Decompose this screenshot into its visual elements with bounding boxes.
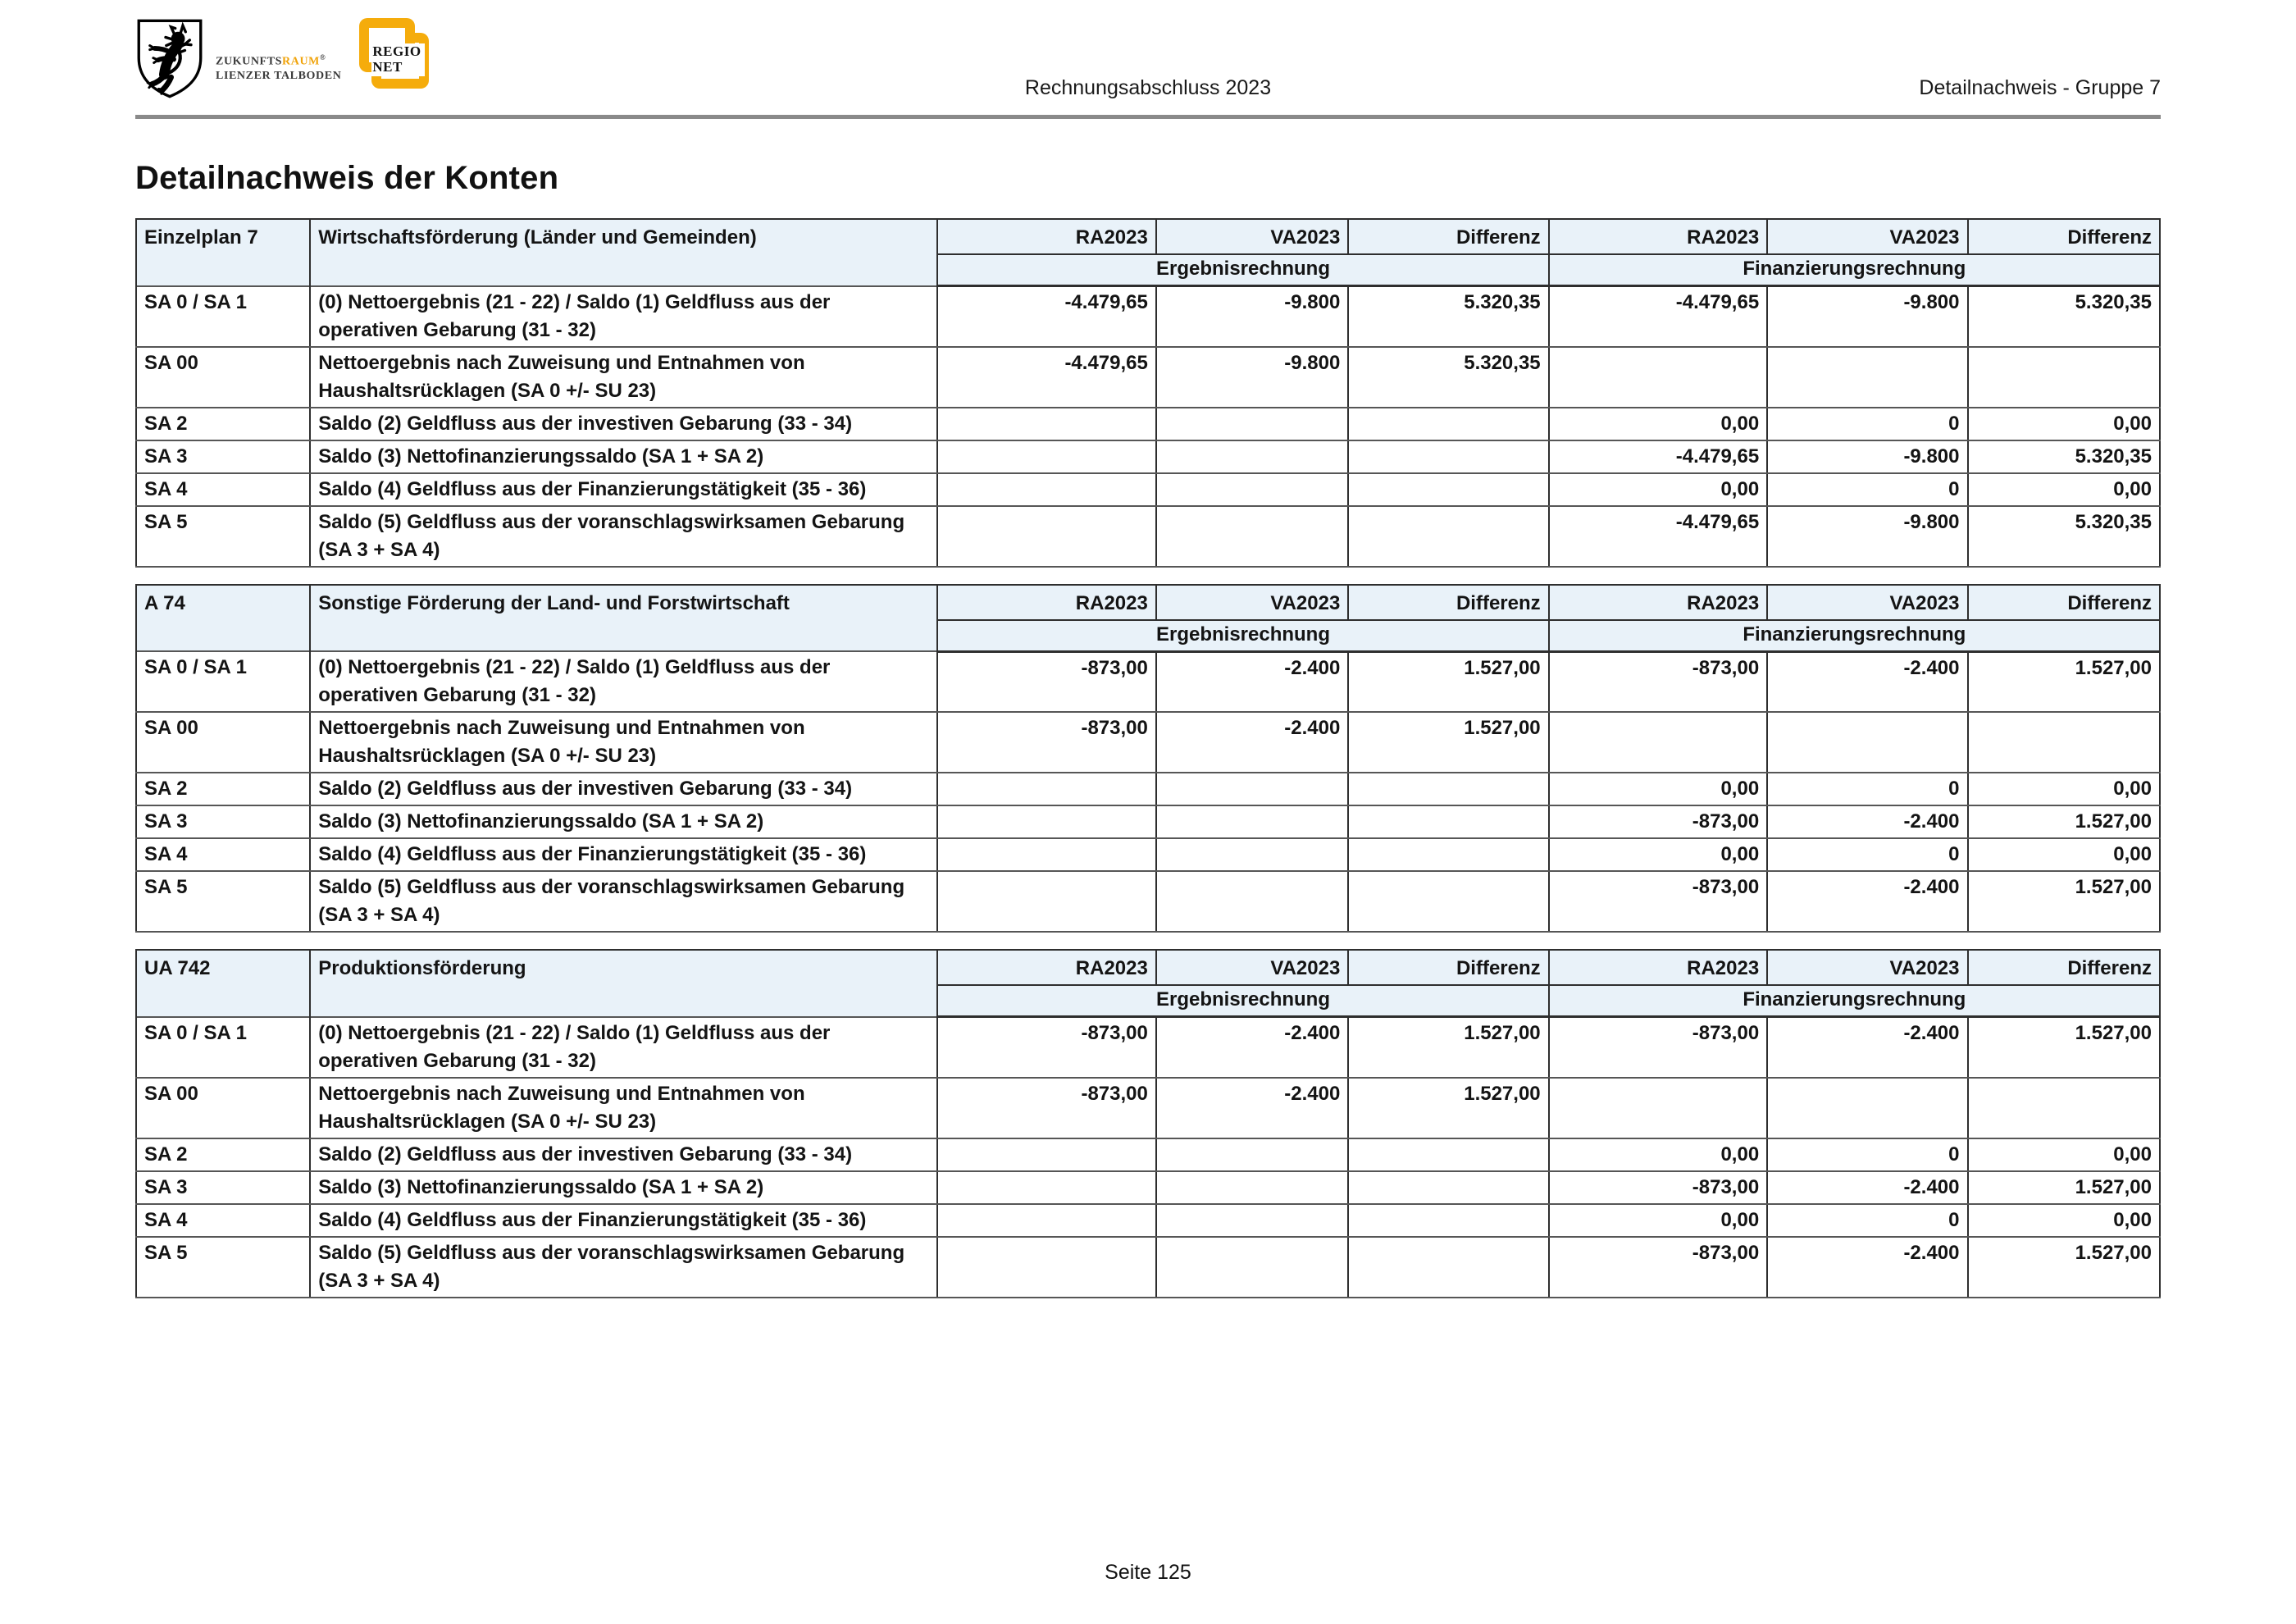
value-cell <box>1767 347 1967 408</box>
row-desc-cell: (0) Nettoergebnis (21 - 22) / Saldo (1) Geldfluss aus der operativen Gebarung (31 - 32) <box>310 651 937 712</box>
row-code-cell: SA 4 <box>136 473 310 506</box>
column-header-cell: Differenz <box>1348 219 1548 254</box>
value-cell: -873,00 <box>1549 1171 1768 1204</box>
table-row <box>136 1237 2160 1298</box>
row-code-cell: SA 3 <box>136 1171 310 1204</box>
column-header-cell: Differenz <box>1348 950 1548 985</box>
value-cell: 1.527,00 <box>1968 651 2161 712</box>
column-header-cell: Differenz <box>1348 585 1548 620</box>
value-cell <box>1156 440 1348 473</box>
value-cell <box>1968 347 2161 408</box>
value-cell <box>1156 1204 1348 1237</box>
value-cell: -2.400 <box>1156 1078 1348 1138</box>
table-header-row <box>136 950 2160 985</box>
value-cell <box>937 408 1156 440</box>
table-row <box>136 1138 2160 1171</box>
brand-line-2: LIENZER TALBODEN <box>216 69 342 82</box>
value-cell: 0,00 <box>1549 1204 1768 1237</box>
table-name-cell: Wirtschaftsförderung (Länder und Gemeinden) <box>310 219 937 286</box>
value-cell: 1.527,00 <box>1968 1171 2161 1204</box>
value-cell <box>937 1237 1156 1298</box>
value-cell: -2.400 <box>1156 712 1348 773</box>
value-cell <box>1348 838 1548 871</box>
table-row <box>136 473 2160 506</box>
value-cell: -873,00 <box>937 712 1156 773</box>
value-cell <box>937 1138 1156 1171</box>
value-cell: 1.527,00 <box>1968 1237 2161 1298</box>
value-cell: 5.320,35 <box>1968 440 2161 473</box>
value-cell: 0 <box>1767 1204 1967 1237</box>
coat-of-arms-lion-icon <box>135 18 204 99</box>
value-cell: -873,00 <box>937 1017 1156 1078</box>
value-cell: 0 <box>1767 408 1967 440</box>
column-header-cell: VA2023 <box>1156 950 1348 985</box>
value-cell <box>937 838 1156 871</box>
table-row <box>136 347 2160 408</box>
table-row <box>136 440 2160 473</box>
column-header-cell: RA2023 <box>937 219 1156 254</box>
row-desc-cell: Saldo (2) Geldfluss aus der investiven Gebarung (33 - 34) <box>310 408 937 440</box>
value-cell: 0 <box>1767 473 1967 506</box>
value-cell: -9.800 <box>1767 440 1967 473</box>
value-cell: 1.527,00 <box>1968 1017 2161 1078</box>
value-cell: -873,00 <box>937 1078 1156 1138</box>
table-row <box>136 506 2160 567</box>
value-cell <box>1156 871 1348 932</box>
value-cell: -4.479,65 <box>1549 506 1768 567</box>
row-code-cell: SA 2 <box>136 408 310 440</box>
value-cell: 1.527,00 <box>1348 1078 1548 1138</box>
table-row <box>136 408 2160 440</box>
value-cell: 0,00 <box>1549 1138 1768 1171</box>
row-code-cell: SA 0 / SA 1 <box>136 286 310 347</box>
row-desc-cell: Saldo (4) Geldfluss aus der Finanzierungstätigkeit (35 - 36) <box>310 1204 937 1237</box>
table-name-cell: Produktionsförderung <box>310 950 937 1017</box>
value-cell: -873,00 <box>1549 651 1768 712</box>
group-header-cell: Finanzierungsrechnung <box>1549 620 2160 652</box>
value-cell: -2.400 <box>1767 651 1967 712</box>
value-cell <box>1767 712 1967 773</box>
value-cell: -873,00 <box>1549 1237 1768 1298</box>
table-row <box>136 1204 2160 1237</box>
row-desc-cell: Saldo (2) Geldfluss aus der investiven Gebarung (33 - 34) <box>310 773 937 805</box>
value-cell <box>937 773 1156 805</box>
row-code-cell: SA 00 <box>136 1078 310 1138</box>
value-cell: -2.400 <box>1767 871 1967 932</box>
row-desc-cell: (0) Nettoergebnis (21 - 22) / Saldo (1) Geldfluss aus der operativen Gebarung (31 - 32) <box>310 286 937 347</box>
column-header-cell: RA2023 <box>937 585 1156 620</box>
regionet-line-1: REGIO <box>372 43 421 59</box>
value-cell <box>1156 773 1348 805</box>
value-cell: -4.479,65 <box>1549 440 1768 473</box>
value-cell: -2.400 <box>1767 1237 1967 1298</box>
value-cell: 5.320,35 <box>1968 506 2161 567</box>
column-header-cell: Differenz <box>1968 219 2161 254</box>
value-cell: -873,00 <box>1549 871 1768 932</box>
row-desc-cell: Nettoergebnis nach Zuweisung und Entnahmen von Haushaltsrücklagen (SA 0 +/- SU 23) <box>310 347 937 408</box>
value-cell: -2.400 <box>1767 1171 1967 1204</box>
value-cell: 0,00 <box>1549 773 1768 805</box>
value-cell <box>1156 473 1348 506</box>
value-cell: -4.479,65 <box>1549 286 1768 347</box>
value-cell <box>1549 347 1768 408</box>
value-cell <box>1348 408 1548 440</box>
value-cell: -2.400 <box>1767 805 1967 838</box>
table-header-row <box>136 219 2160 254</box>
value-cell: 1.527,00 <box>1968 871 2161 932</box>
row-code-cell: SA 00 <box>136 347 310 408</box>
value-cell <box>1156 805 1348 838</box>
page-title: Detailnachweis der Konten <box>135 160 559 196</box>
value-cell: 0,00 <box>1549 838 1768 871</box>
regionet-wordmark <box>371 43 424 76</box>
value-cell: 0,00 <box>1968 1204 2161 1237</box>
value-cell <box>937 1171 1156 1204</box>
column-header-cell: VA2023 <box>1156 585 1348 620</box>
value-cell: 1.527,00 <box>1968 805 2161 838</box>
value-cell: -873,00 <box>1549 805 1768 838</box>
header-divider-rule <box>135 115 2161 119</box>
table-row <box>136 1171 2160 1204</box>
value-cell: -2.400 <box>1156 1017 1348 1078</box>
value-cell <box>1767 1078 1967 1138</box>
value-cell <box>1549 1078 1768 1138</box>
brand-zukunfts: ZUKUNFTS <box>216 55 283 68</box>
row-code-cell: SA 00 <box>136 712 310 773</box>
value-cell: 5.320,35 <box>1348 347 1548 408</box>
row-code-cell: SA 0 / SA 1 <box>136 651 310 712</box>
value-cell <box>1156 1171 1348 1204</box>
column-header-cell: RA2023 <box>1549 585 1768 620</box>
value-cell <box>937 805 1156 838</box>
konto-table <box>135 218 2161 568</box>
value-cell <box>1549 712 1768 773</box>
row-desc-cell: Saldo (3) Nettofinanzierungssaldo (SA 1 + SA 2) <box>310 805 937 838</box>
value-cell: -9.800 <box>1767 286 1967 347</box>
column-header-cell: VA2023 <box>1767 585 1967 620</box>
group-header-cell: Ergebnisrechnung <box>937 985 1548 1017</box>
value-cell: -9.800 <box>1156 347 1348 408</box>
page-header <box>135 18 2161 102</box>
value-cell <box>1348 871 1548 932</box>
row-desc-cell: Saldo (5) Geldfluss aus der voranschlagswirksamen Gebarung (SA 3 + SA 4) <box>310 871 937 932</box>
row-desc-cell: Nettoergebnis nach Zuweisung und Entnahmen von Haushaltsrücklagen (SA 0 +/- SU 23) <box>310 1078 937 1138</box>
column-header-cell: VA2023 <box>1767 219 1967 254</box>
group-header-cell: Ergebnisrechnung <box>937 254 1548 286</box>
value-cell: 1.527,00 <box>1348 1017 1548 1078</box>
column-header-cell: RA2023 <box>937 950 1156 985</box>
table-row <box>136 712 2160 773</box>
value-cell: 0 <box>1767 773 1967 805</box>
value-cell <box>1156 1138 1348 1171</box>
page-number: Seite 125 <box>1105 1561 1191 1584</box>
value-cell: 0,00 <box>1968 1138 2161 1171</box>
value-cell <box>1348 506 1548 567</box>
regionet-logo <box>359 18 437 96</box>
table-row <box>136 805 2160 838</box>
value-cell <box>1156 408 1348 440</box>
value-cell: -9.800 <box>1767 506 1967 567</box>
group-header-cell: Ergebnisrechnung <box>937 620 1548 652</box>
konto-table <box>135 584 2161 933</box>
value-cell: 5.320,35 <box>1348 286 1548 347</box>
row-desc-cell: Nettoergebnis nach Zuweisung und Entnahmen von Haushaltsrücklagen (SA 0 +/- SU 23) <box>310 712 937 773</box>
table-code-cell: Einzelplan 7 <box>136 219 310 286</box>
value-cell: 0,00 <box>1968 473 2161 506</box>
group-header-cell: Finanzierungsrechnung <box>1549 985 2160 1017</box>
value-cell <box>1348 440 1548 473</box>
column-header-cell: VA2023 <box>1156 219 1348 254</box>
table-row <box>136 838 2160 871</box>
value-cell <box>1156 1237 1348 1298</box>
value-cell: 5.320,35 <box>1968 286 2161 347</box>
row-desc-cell: Saldo (4) Geldfluss aus der Finanzierungstätigkeit (35 - 36) <box>310 473 937 506</box>
value-cell: -873,00 <box>1549 1017 1768 1078</box>
value-cell: 0 <box>1767 838 1967 871</box>
value-cell: -4.479,65 <box>937 347 1156 408</box>
value-cell <box>1348 1171 1548 1204</box>
brand-wordmark <box>216 51 341 83</box>
tables-area <box>135 218 2161 1298</box>
row-desc-cell: Saldo (5) Geldfluss aus der voranschlagswirksamen Gebarung (SA 3 + SA 4) <box>310 506 937 567</box>
value-cell <box>1348 1138 1548 1171</box>
value-cell: 0,00 <box>1968 838 2161 871</box>
konto-table <box>135 949 2161 1298</box>
value-cell: -4.479,65 <box>937 286 1156 347</box>
value-cell <box>937 473 1156 506</box>
row-code-cell: SA 4 <box>136 1204 310 1237</box>
brand-line-1 <box>216 51 341 69</box>
row-desc-cell: (0) Nettoergebnis (21 - 22) / Saldo (1) Geldfluss aus der operativen Gebarung (31 - 32) <box>310 1017 937 1078</box>
row-desc-cell: Saldo (2) Geldfluss aus der investiven Gebarung (33 - 34) <box>310 1138 937 1171</box>
table-row <box>136 871 2160 932</box>
value-cell: 0 <box>1767 1138 1967 1171</box>
row-code-cell: SA 5 <box>136 871 310 932</box>
row-desc-cell: Saldo (5) Geldfluss aus der voranschlagswirksamen Gebarung (SA 3 + SA 4) <box>310 1237 937 1298</box>
brand-raum: RAUM <box>282 55 320 68</box>
header-right-text: Detailnachweis - Gruppe 7 <box>1919 76 2161 99</box>
row-code-cell: SA 5 <box>136 1237 310 1298</box>
row-desc-cell: Saldo (4) Geldfluss aus der Finanzierungstätigkeit (35 - 36) <box>310 838 937 871</box>
value-cell <box>1156 838 1348 871</box>
table-row <box>136 1017 2160 1078</box>
value-cell: -2.400 <box>1156 651 1348 712</box>
value-cell: 0,00 <box>1549 473 1768 506</box>
value-cell <box>1968 1078 2161 1138</box>
table-code-cell: UA 742 <box>136 950 310 1017</box>
value-cell: 0,00 <box>1968 773 2161 805</box>
column-header-cell: VA2023 <box>1767 950 1967 985</box>
value-cell: 0,00 <box>1968 408 2161 440</box>
value-cell <box>937 1204 1156 1237</box>
table-code-cell: A 74 <box>136 585 310 652</box>
value-cell: 0,00 <box>1549 408 1768 440</box>
regionet-line-2: NET <box>372 59 403 75</box>
group-header-cell: Finanzierungsrechnung <box>1549 254 2160 286</box>
row-code-cell: SA 2 <box>136 1138 310 1171</box>
table-row <box>136 773 2160 805</box>
row-code-cell: SA 5 <box>136 506 310 567</box>
value-cell: -9.800 <box>1156 286 1348 347</box>
value-cell <box>937 871 1156 932</box>
table-row <box>136 286 2160 347</box>
column-header-cell: RA2023 <box>1549 219 1768 254</box>
value-cell <box>1348 473 1548 506</box>
value-cell <box>1348 1204 1548 1237</box>
row-desc-cell: Saldo (3) Nettofinanzierungssaldo (SA 1 + SA 2) <box>310 1171 937 1204</box>
value-cell <box>937 506 1156 567</box>
value-cell: 1.527,00 <box>1348 651 1548 712</box>
row-desc-cell: Saldo (3) Nettofinanzierungssaldo (SA 1 + SA 2) <box>310 440 937 473</box>
value-cell <box>937 440 1156 473</box>
header-center-text: Rechnungsabschluss 2023 <box>1024 76 1272 99</box>
column-header-cell: RA2023 <box>1549 950 1768 985</box>
value-cell <box>1968 712 2161 773</box>
row-code-cell: SA 3 <box>136 805 310 838</box>
row-code-cell: SA 3 <box>136 440 310 473</box>
value-cell: -873,00 <box>937 651 1156 712</box>
row-code-cell: SA 0 / SA 1 <box>136 1017 310 1078</box>
table-row <box>136 651 2160 712</box>
registered-mark: ® <box>320 53 326 62</box>
value-cell: 1.527,00 <box>1348 712 1548 773</box>
value-cell <box>1156 506 1348 567</box>
value-cell <box>1348 1237 1548 1298</box>
value-cell: -2.400 <box>1767 1017 1967 1078</box>
table-row <box>136 1078 2160 1138</box>
row-code-cell: SA 4 <box>136 838 310 871</box>
value-cell <box>1348 805 1548 838</box>
table-header-row <box>136 585 2160 620</box>
value-cell <box>1348 773 1548 805</box>
column-header-cell: Differenz <box>1968 585 2161 620</box>
row-code-cell: SA 2 <box>136 773 310 805</box>
table-name-cell: Sonstige Förderung der Land- und Forstwirtschaft <box>310 585 937 652</box>
column-header-cell: Differenz <box>1968 950 2161 985</box>
